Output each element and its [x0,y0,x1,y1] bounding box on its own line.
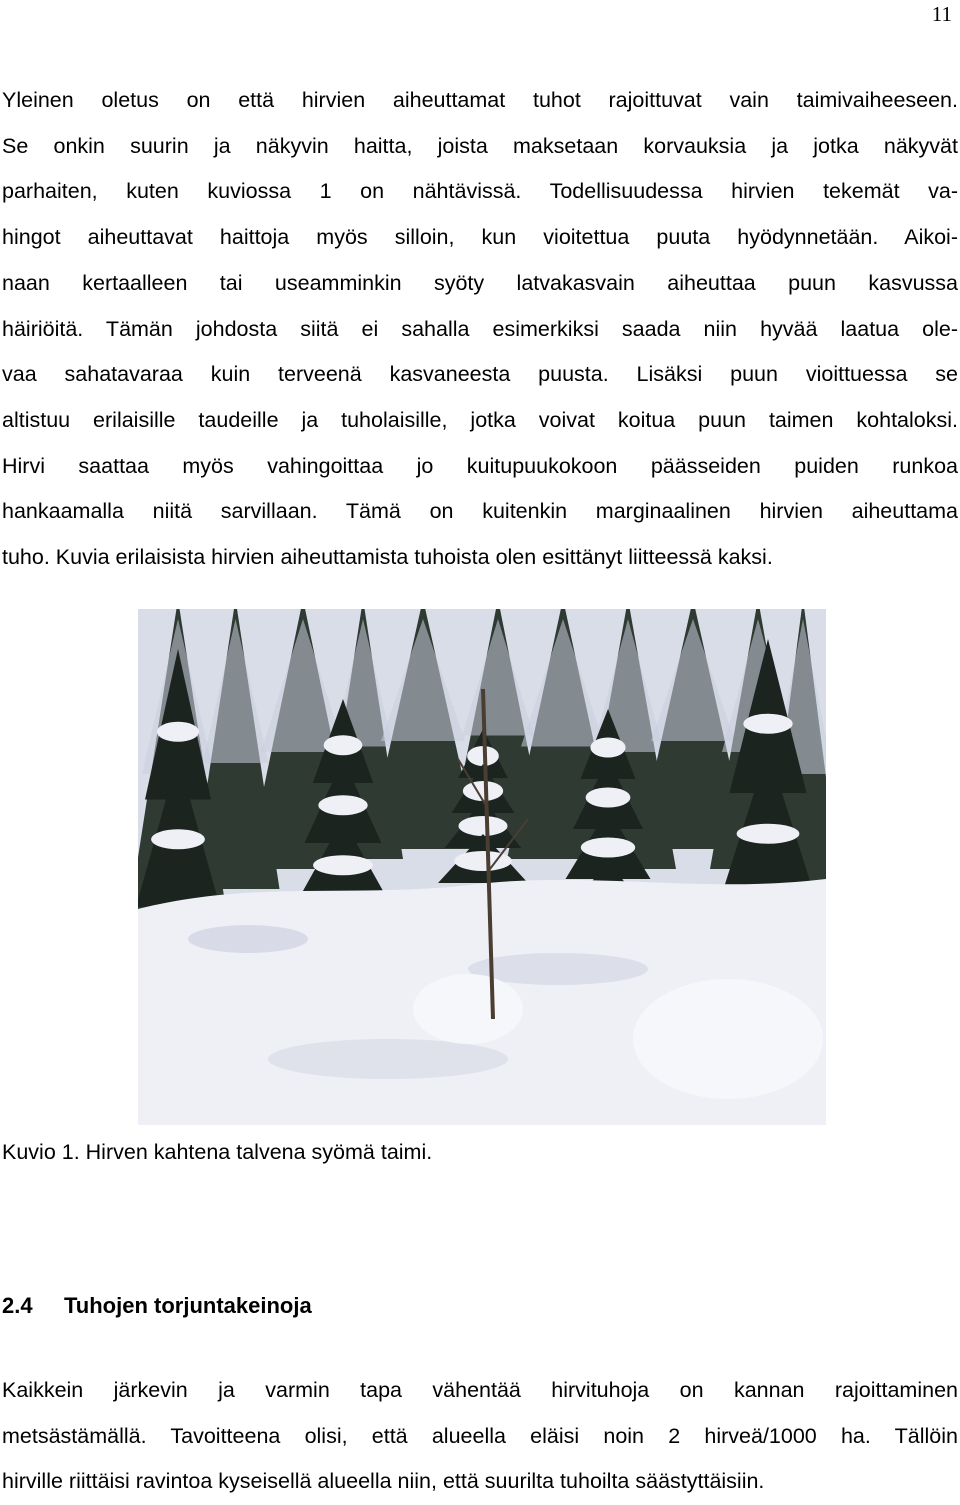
paragraph-line: metsästämällä. Tavoitteena olisi, että alueella eläisi noin 2 hirveä/1000 ha. Tällöin [2,1423,958,1448]
snow-clump [313,855,373,875]
paragraph-line: hirville riittäisi ravintoa kyseisellä alueella niin, että suurilta tuhoilta säästyttäisiin. [2,1469,765,1494]
paragraph-line: hingot aiheuttavat haittoja myös silloin, kun vioitettua puuta hyödynnetään. Aikoi- [2,225,958,250]
paragraph-line: tuho. Kuvia erilaisista hirvien aiheuttamista tuhoista olen esittänyt liitteessä kaksi. [2,545,773,570]
section-heading [2,1290,312,1322]
snow-shadow [188,925,308,953]
snow-clump [318,795,367,815]
snow-clump [581,838,635,858]
paragraph-line: altistuu erilaisille taudeille ja tuholaisille, jotka voivat koitua puun taimen kohtaloksi. [2,407,958,432]
paragraph-line: häiriöitä. Tämän johdosta siitä ei sahalla esimerkiksi saada niin hyvää laatua ole- [2,316,958,341]
snow-clump [324,735,363,755]
section-number: 2.4 [2,1293,33,1318]
paragraph-line: naan kertaalleen tai useamminkin syöty latvakasvain aiheuttaa puun kasvussa [2,270,958,295]
section-title: Tuhojen torjuntakeinoja [64,1293,312,1318]
body-paragraph-1 [2,78,958,581]
snow-clump [459,816,508,836]
figure-caption: Kuvio 1. Hirven kahtena talvena syömä taimi. [2,1140,433,1164]
snow-clump [463,781,503,801]
paragraph-line: Hirvi saattaa myös vahingoittaa jo kuitupuukokoon päässeiden puiden runkoa [2,453,958,478]
figure-photo-snowy-forest [138,609,826,1125]
snowy-forest-illustration [138,609,826,1125]
snow-clump [157,722,199,742]
snow-clump [737,824,800,844]
snow-clump [151,829,205,849]
snow-shadow [268,1039,508,1079]
paragraph-line: Kaikkein järkevin ja varmin tapa vähentää hirvituhoja on kannan rajoittaminen [2,1378,958,1402]
snow-clump [454,851,512,871]
paragraph-line: Se onkin suurin ja näkyvin haitta, joista maksetaan korvauksia ja jotka näkyvät [2,133,958,158]
snow-clump [586,788,631,808]
paragraph-line: hankaamalla niitä sarvillaan. Tämä on kuitenkin marginaalinen hirvien aiheuttama [2,499,958,524]
paragraph-line: Yleinen oletus on että hirvien aiheuttamat tuhot rajoittuvat vain taimivaiheeseen. [2,88,958,112]
snowy-young-pine [413,974,523,1044]
paragraph-line: vaa sahatavaraa kuin terveenä kasvaneesta puusta. Lisäksi puun vioittuessa se [2,362,958,387]
paragraph-line: parhaiten, kuten kuviossa 1 on nähtävissä. Todellisuudessa hirvien tekemät va- [2,179,958,204]
page-number: 11 [931,2,952,26]
snow-clump [743,714,792,734]
snow-clump [590,738,625,758]
snowy-young-pine [633,979,823,1099]
body-paragraph-2 [2,1368,958,1505]
